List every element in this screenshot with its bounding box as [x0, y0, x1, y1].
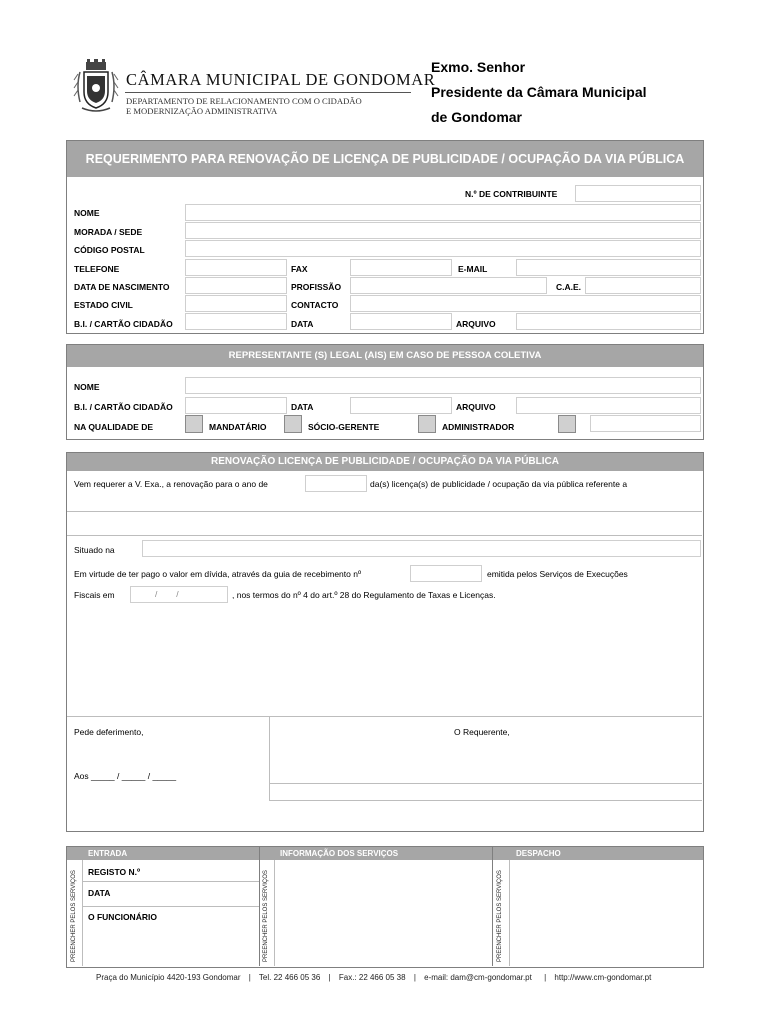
addressee-line-2: Presidente da Câmara Municipal: [431, 84, 647, 100]
bi-label: B.I. / CARTÃO CIDADÃO: [74, 319, 173, 329]
footer-tel: Tel. 22 466 05 36: [258, 973, 321, 982]
bi-input[interactable]: [185, 313, 287, 330]
signature-bottom-line: [269, 800, 702, 801]
info-vertical-label: PREENCHER PELOS SERVIÇOS: [263, 870, 269, 962]
fiscais-label: Fiscais em: [74, 590, 115, 600]
entrada-col-divider: [82, 860, 83, 966]
entrada-vertical-label: PREENCHER PELOS SERVIÇOS: [71, 870, 77, 962]
morada-input[interactable]: [185, 222, 701, 239]
other-input[interactable]: [590, 415, 701, 432]
registo-line: [82, 881, 259, 882]
despacho-col-left: [492, 846, 493, 966]
data-label: DATA: [291, 319, 314, 329]
rep-data-input[interactable]: [350, 397, 452, 414]
nif-label: N.º DE CONTRIBUINTE: [465, 189, 558, 199]
nome-input[interactable]: [185, 204, 701, 221]
data-nascimento-label: DATA DE NASCIMENTO: [74, 282, 170, 292]
fiscais-date-input[interactable]: [130, 586, 228, 603]
footer-sep-4: |: [544, 973, 547, 982]
signature-divider: [269, 716, 270, 800]
contacto-label: CONTACTO: [291, 300, 339, 310]
fiscais-date-slashes: / /: [155, 589, 179, 599]
contacto-input[interactable]: [350, 295, 701, 312]
rep-nome-input[interactable]: [185, 377, 701, 394]
despacho-vertical-label: PREENCHER PELOS SERVIÇOS: [497, 870, 503, 962]
data-nascimento-input[interactable]: [185, 277, 287, 294]
profissao-label: PROFISSÃO: [291, 282, 342, 292]
pede-deferimento: Pede deferimento,: [74, 727, 144, 737]
rep-data-label: DATA: [291, 402, 314, 412]
socio-gerente-checkbox[interactable]: [284, 415, 302, 433]
info-col-inner: [274, 860, 275, 966]
situado-input[interactable]: [142, 540, 701, 557]
footer-email[interactable]: e-mail: dam@cm-gondomar.pt: [424, 973, 532, 982]
renewal-text-2: da(s) licença(s) de publicidade / ocupação da via pública referente a: [370, 479, 628, 489]
nif-input[interactable]: [575, 185, 701, 202]
cae-label: C.A.E.: [556, 282, 582, 292]
signature-line[interactable]: [269, 783, 702, 784]
rep-arquivo-input[interactable]: [516, 397, 701, 414]
addressee-line-3: de Gondomar: [431, 109, 523, 125]
renewal-text-1: Vem requerer a V. Exa., a renovação para o ano de: [74, 479, 268, 489]
department-line-2: E MODERNIZAÇÃO ADMINISTRATIVA: [126, 106, 278, 116]
qualidade-label: NA QUALIDADE DE: [74, 422, 154, 432]
footer-sep-2: |: [328, 973, 331, 982]
footer-fax: Fax.: 22 466 05 38: [338, 973, 406, 982]
mandatario-label: MANDATÁRIO: [209, 422, 267, 432]
payment-text-3: , nos termos do nº 4 do art.º 28 do Regulamento de Taxas e Licenças.: [232, 590, 496, 600]
description-line-1: [67, 511, 702, 512]
administrador-label: ADMINISTRADOR: [442, 422, 515, 432]
services-data-label: DATA: [88, 888, 111, 898]
services-section: [66, 846, 704, 968]
data-input[interactable]: [350, 313, 452, 330]
telefone-input[interactable]: [185, 259, 287, 276]
arquivo-label: ARQUIVO: [456, 319, 496, 329]
guia-number-input[interactable]: [410, 565, 482, 582]
profissao-input[interactable]: [350, 277, 547, 294]
info-col-left: [259, 846, 260, 966]
rep-arquivo-label: ARQUIVO: [456, 402, 496, 412]
org-name: CÂMARA MUNICIPAL DE GONDOMAR: [126, 70, 436, 89]
telefone-label: TELEFONE: [74, 264, 120, 274]
description-line-2: [67, 535, 702, 536]
estado-civil-input[interactable]: [185, 295, 287, 312]
renewal-year-input[interactable]: [305, 475, 367, 492]
despacho-col-inner: [509, 860, 510, 966]
department-line-1: DEPARTAMENTO DE RELACIONAMENTO COM O CIDADÃO: [126, 96, 362, 106]
fax-input[interactable]: [350, 259, 452, 276]
municipal-crest: [72, 58, 120, 114]
registo-label: REGISTO N.º: [88, 867, 141, 877]
payment-text-2: emitida pelos Serviços de Execuções: [487, 569, 628, 579]
fax-label: FAX: [291, 264, 308, 274]
informacao-header: INFORMAÇÃO DOS SERVIÇOS: [280, 849, 399, 858]
footer: [96, 973, 651, 982]
rep-bi-input[interactable]: [185, 397, 287, 414]
administrador-checkbox[interactable]: [418, 415, 436, 433]
codigo-postal-label: CÓDIGO POSTAL: [74, 245, 145, 255]
codigo-postal-input[interactable]: [185, 240, 701, 257]
other-checkbox[interactable]: [558, 415, 576, 433]
estado-civil-label: ESTADO CIVIL: [74, 300, 133, 310]
org-name-underline: [125, 92, 411, 93]
requester-section-title: REQUERIMENTO PARA RENOVAÇÃO DE LICENÇA DE PUBLICIDADE / OCUPAÇÃO DA VIA PÚBLICA: [67, 141, 703, 177]
aos-date: Aos _____ / _____ / _____: [74, 771, 177, 781]
email-input[interactable]: [516, 259, 701, 276]
footer-sep-3: |: [413, 973, 416, 982]
addressee-line-1: Exmo. Senhor: [431, 59, 526, 75]
services-data-line: [82, 906, 259, 907]
arquivo-input[interactable]: [516, 313, 701, 330]
renewal-section-title: RENOVAÇÃO LICENÇA DE PUBLICIDADE / OCUPAÇÃO DA VIA PÚBLICA: [67, 453, 703, 471]
representative-section-title: REPRESENTANTE (S) LEGAL (AIS) EM CASO DE PESSOA COLETIVA: [67, 345, 703, 367]
cae-input[interactable]: [585, 277, 701, 294]
rep-nome-label: NOME: [74, 382, 100, 392]
requerente-label: O Requerente,: [454, 727, 510, 737]
nome-label: NOME: [74, 208, 100, 218]
signature-top-line: [67, 716, 702, 717]
socio-gerente-label: SÓCIO-GERENTE: [308, 422, 380, 432]
footer-address: Praça do Município 4420-193 Gondomar: [96, 973, 241, 982]
footer-website[interactable]: http://www.cm-gondomar.pt: [554, 973, 652, 982]
entrada-header: ENTRADA: [88, 849, 128, 858]
mandatario-checkbox[interactable]: [185, 415, 203, 433]
despacho-header: DESPACHO: [516, 849, 561, 858]
email-label: E-MAIL: [458, 264, 488, 274]
rep-bi-label: B.I. / CARTÃO CIDADÃO: [74, 402, 173, 412]
morada-label: MORADA / SEDE: [74, 227, 143, 237]
footer-sep-1: |: [248, 973, 251, 982]
payment-text-1: Em virtude de ter pago o valor em dívida, através da guia de recebimento nº: [74, 569, 362, 579]
funcionario-label: O FUNCIONÁRIO: [88, 912, 157, 922]
situado-label: Situado na: [74, 545, 115, 555]
